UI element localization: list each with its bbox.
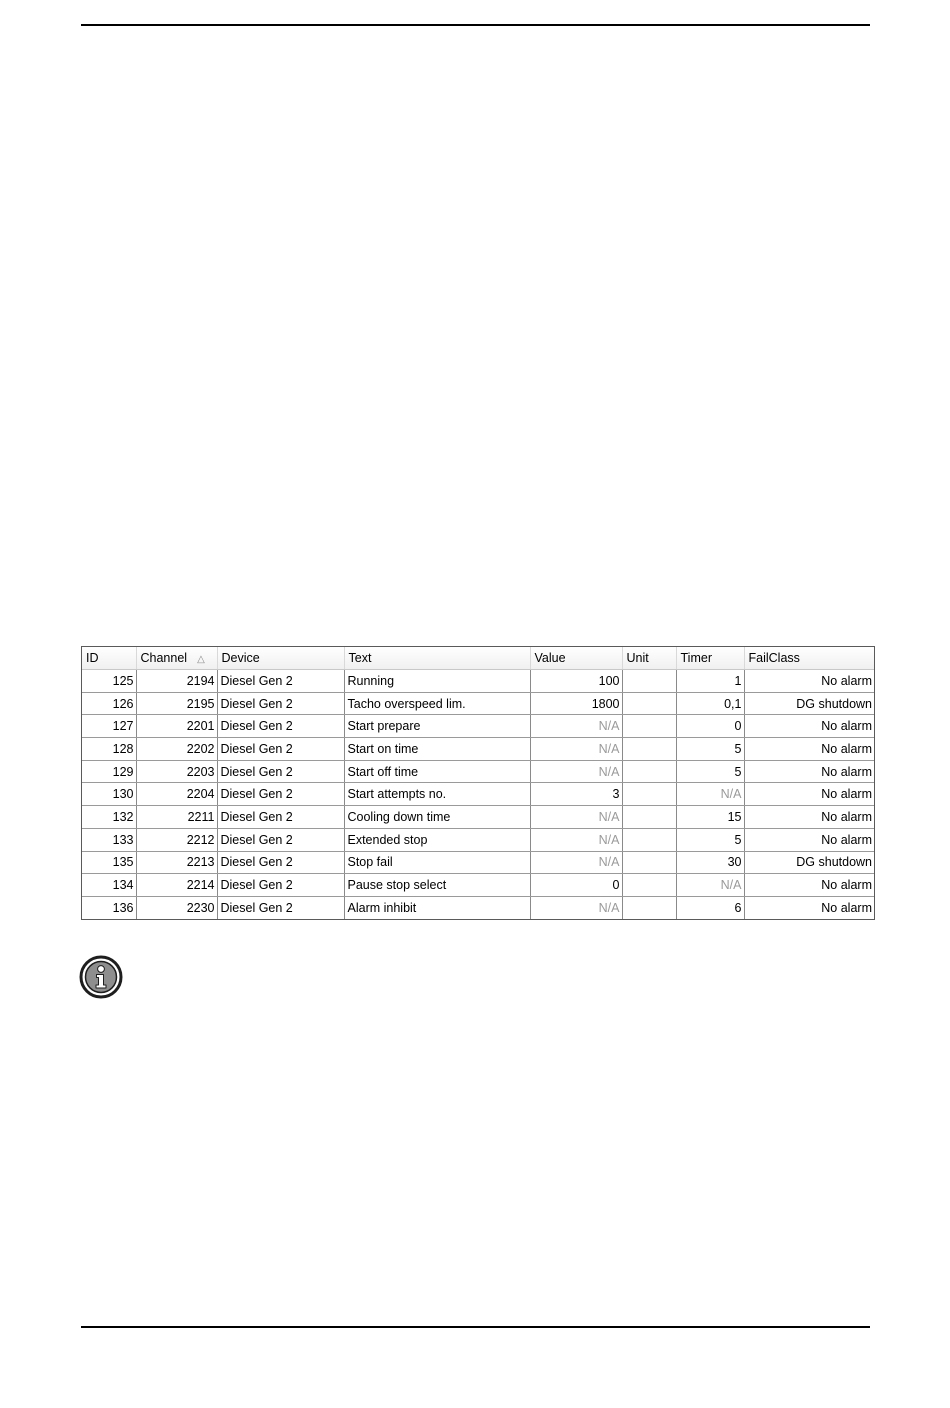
header-rule xyxy=(81,24,870,26)
cell-channel: 2195 xyxy=(136,692,217,715)
cell-text[interactable]: Tacho overspeed lim. xyxy=(344,692,530,715)
header-row xyxy=(82,647,874,670)
cell-channel: 2201 xyxy=(136,715,217,738)
cell-unit xyxy=(622,738,676,761)
cell-unit xyxy=(622,783,676,806)
column-header-text[interactable]: Text xyxy=(344,647,530,670)
cell-id: 128 xyxy=(82,738,136,761)
cell-id: 125 xyxy=(82,670,136,693)
cell-channel: 2204 xyxy=(136,783,217,806)
cell-value[interactable]: N/A xyxy=(530,760,622,783)
cell-timer[interactable]: 30 xyxy=(676,851,744,874)
cell-value[interactable]: 0 xyxy=(530,874,622,897)
cell-text[interactable]: Start on time xyxy=(344,738,530,761)
cell-channel: 2213 xyxy=(136,851,217,874)
cell-text[interactable]: Stop fail xyxy=(344,851,530,874)
column-header-timer[interactable]: Timer xyxy=(676,647,744,670)
cell-text[interactable]: Extended stop xyxy=(344,828,530,851)
footer-rule xyxy=(81,1326,870,1328)
table-row[interactable] xyxy=(82,828,874,851)
cell-text[interactable]: Pause stop select xyxy=(344,874,530,897)
cell-unit xyxy=(622,670,676,693)
cell-failclass[interactable]: No alarm xyxy=(744,760,874,783)
cell-failclass[interactable]: DG shutdown xyxy=(744,692,874,715)
cell-channel: 2212 xyxy=(136,828,217,851)
cell-unit xyxy=(622,806,676,829)
cell-unit xyxy=(622,874,676,897)
cell-failclass[interactable]: No alarm xyxy=(744,828,874,851)
cell-value[interactable]: N/A xyxy=(530,851,622,874)
column-header-value[interactable]: Value xyxy=(530,647,622,670)
cell-id: 129 xyxy=(82,760,136,783)
cell-failclass[interactable]: No alarm xyxy=(744,670,874,693)
cell-value[interactable]: N/A xyxy=(530,806,622,829)
cell-failclass[interactable]: No alarm xyxy=(744,806,874,829)
cell-text[interactable]: Start attempts no. xyxy=(344,783,530,806)
cell-timer[interactable]: 15 xyxy=(676,806,744,829)
cell-timer[interactable]: 5 xyxy=(676,738,744,761)
info-icon xyxy=(79,955,123,999)
parameter-table xyxy=(82,647,874,919)
column-header-failclass[interactable]: FailClass xyxy=(744,647,874,670)
cell-id: 134 xyxy=(82,874,136,897)
cell-device: Diesel Gen 2 xyxy=(217,738,344,761)
cell-value[interactable]: 100 xyxy=(530,670,622,693)
table-row[interactable] xyxy=(82,692,874,715)
table-row[interactable] xyxy=(82,715,874,738)
column-header-channel[interactable]: Channel △ xyxy=(136,647,217,670)
cell-id: 126 xyxy=(82,692,136,715)
cell-text[interactable]: Start prepare xyxy=(344,715,530,738)
table-row[interactable] xyxy=(82,738,874,761)
cell-device: Diesel Gen 2 xyxy=(217,851,344,874)
cell-id: 135 xyxy=(82,851,136,874)
cell-unit xyxy=(622,851,676,874)
cell-value[interactable]: 3 xyxy=(530,783,622,806)
cell-unit xyxy=(622,828,676,851)
column-header-id[interactable]: ID xyxy=(82,647,136,670)
parameter-grid xyxy=(81,646,875,920)
cell-text[interactable]: Cooling down time xyxy=(344,806,530,829)
table-row[interactable] xyxy=(82,874,874,897)
cell-device: Diesel Gen 2 xyxy=(217,828,344,851)
cell-timer[interactable]: 5 xyxy=(676,828,744,851)
cell-timer[interactable]: 0,1 xyxy=(676,692,744,715)
cell-device: Diesel Gen 2 xyxy=(217,760,344,783)
cell-value[interactable]: 1800 xyxy=(530,692,622,715)
cell-text[interactable]: Alarm inhibit xyxy=(344,896,530,918)
cell-timer[interactable]: 5 xyxy=(676,760,744,783)
cell-failclass[interactable]: No alarm xyxy=(744,738,874,761)
cell-value[interactable]: N/A xyxy=(530,715,622,738)
cell-device: Diesel Gen 2 xyxy=(217,670,344,693)
cell-device: Diesel Gen 2 xyxy=(217,806,344,829)
cell-channel: 2230 xyxy=(136,896,217,918)
cell-id: 130 xyxy=(82,783,136,806)
cell-device: Diesel Gen 2 xyxy=(217,692,344,715)
cell-value[interactable]: N/A xyxy=(530,738,622,761)
cell-text[interactable]: Start off time xyxy=(344,760,530,783)
cell-device: Diesel Gen 2 xyxy=(217,715,344,738)
cell-timer[interactable]: 6 xyxy=(676,896,744,918)
cell-channel: 2194 xyxy=(136,670,217,693)
cell-channel: 2214 xyxy=(136,874,217,897)
cell-unit xyxy=(622,715,676,738)
cell-channel: 2202 xyxy=(136,738,217,761)
column-header-unit[interactable]: Unit xyxy=(622,647,676,670)
sort-ascending-icon: △ xyxy=(197,654,205,665)
cell-value[interactable]: N/A xyxy=(530,896,622,918)
cell-text[interactable]: Running xyxy=(344,670,530,693)
cell-failclass[interactable]: No alarm xyxy=(744,783,874,806)
table-row[interactable] xyxy=(82,760,874,783)
cell-device: Diesel Gen 2 xyxy=(217,783,344,806)
cell-failclass[interactable]: DG shutdown xyxy=(744,851,874,874)
cell-device: Diesel Gen 2 xyxy=(217,874,344,897)
column-header-device[interactable]: Device xyxy=(217,647,344,670)
cell-id: 132 xyxy=(82,806,136,829)
cell-failclass[interactable]: No alarm xyxy=(821,900,872,915)
table-row[interactable] xyxy=(82,783,874,806)
cell-timer[interactable]: 1 xyxy=(676,670,744,693)
cell-failclass[interactable]: No alarm xyxy=(744,715,874,738)
cell-id: 136 xyxy=(82,896,136,918)
cell-unit xyxy=(622,760,676,783)
cell-value[interactable]: N/A xyxy=(530,828,622,851)
cell-timer[interactable]: 0 xyxy=(676,715,744,738)
table-row[interactable] xyxy=(82,806,874,829)
cell-timer[interactable]: N/A xyxy=(676,874,744,897)
table-row[interactable] xyxy=(82,670,874,693)
cell-id: 127 xyxy=(82,715,136,738)
table-row[interactable] xyxy=(82,896,874,918)
cell-channel: 2203 xyxy=(136,760,217,783)
table-row[interactable] xyxy=(82,851,874,874)
cell-timer[interactable]: N/A xyxy=(676,783,744,806)
cell-channel: 2211 xyxy=(136,806,217,829)
cell-failclass[interactable]: No alarm xyxy=(744,874,874,897)
cell-id: 133 xyxy=(82,828,136,851)
cell-device: Diesel Gen 2 xyxy=(217,896,344,918)
cell-unit xyxy=(622,896,676,918)
cell-unit xyxy=(622,692,676,715)
